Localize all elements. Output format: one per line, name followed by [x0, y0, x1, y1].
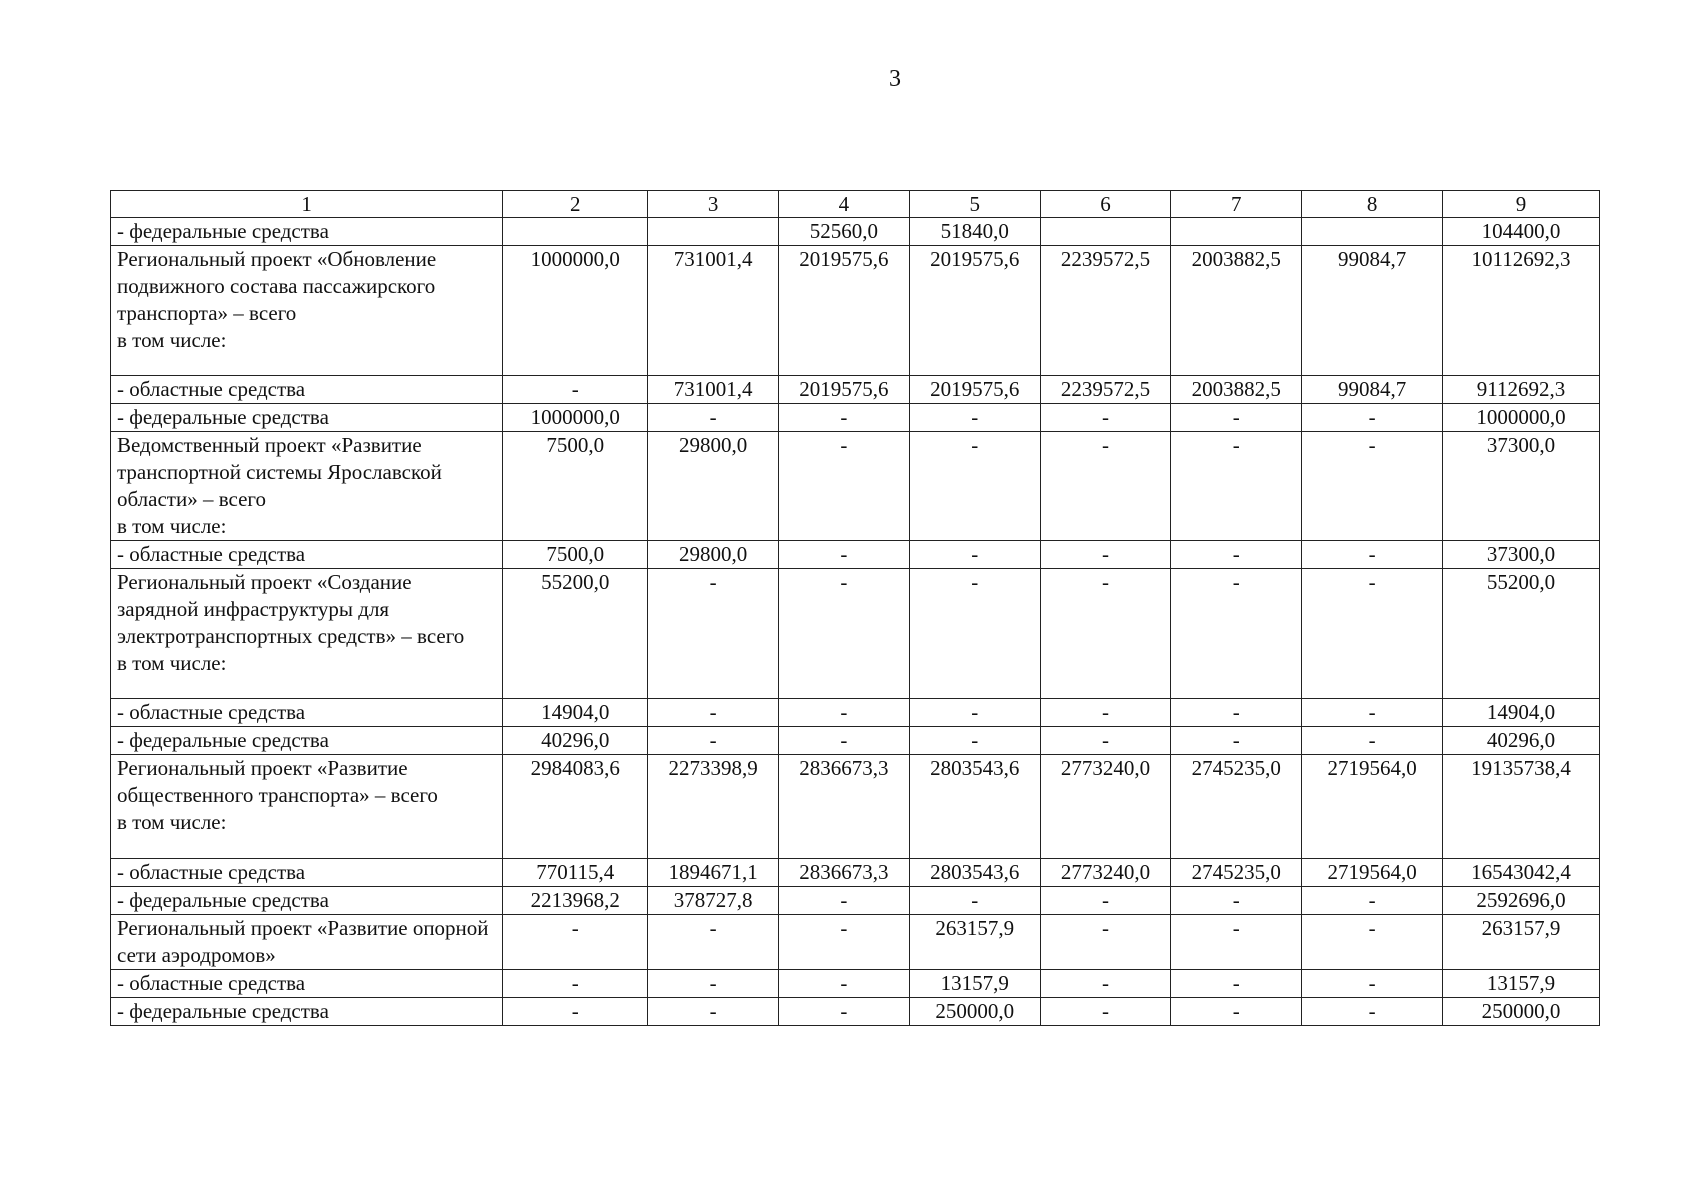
- value-cell: -: [1171, 998, 1302, 1026]
- value-cell: -: [909, 887, 1040, 915]
- value-cell: [1302, 218, 1443, 246]
- value-cell: 2745235,0: [1171, 755, 1302, 859]
- value-cell: -: [779, 432, 910, 541]
- value-cell: -: [779, 569, 910, 699]
- table-row: [111, 998, 1600, 1026]
- row-label: [111, 887, 503, 915]
- value-cell: 29800,0: [648, 541, 779, 569]
- row-label-text: Региональный проект «Развитие опорной сети аэродромов»: [117, 916, 489, 967]
- value-cell: 13157,9: [1442, 970, 1599, 998]
- value-cell: 731001,4: [648, 376, 779, 404]
- value-cell: -: [779, 915, 910, 970]
- row-label-text: - федеральные средства: [117, 999, 329, 1023]
- table-row: [111, 218, 1600, 246]
- value-cell: -: [648, 915, 779, 970]
- value-cell: -: [1040, 727, 1171, 755]
- value-cell: 37300,0: [1442, 432, 1599, 541]
- value-cell: 2239572,5: [1040, 376, 1171, 404]
- table-row: [111, 404, 1600, 432]
- value-cell: -: [1302, 970, 1443, 998]
- value-cell: 250000,0: [1442, 998, 1599, 1026]
- value-cell: 13157,9: [909, 970, 1040, 998]
- value-cell: 29800,0: [648, 432, 779, 541]
- row-label: [111, 998, 503, 1026]
- value-cell: 2019575,6: [909, 376, 1040, 404]
- value-cell: 55200,0: [503, 569, 648, 699]
- value-cell: 1000000,0: [1442, 404, 1599, 432]
- value-cell: 2003882,5: [1171, 376, 1302, 404]
- table-row: [111, 727, 1600, 755]
- value-cell: -: [1040, 915, 1171, 970]
- value-cell: -: [1302, 699, 1443, 727]
- value-cell: 2019575,6: [779, 246, 910, 376]
- value-cell: -: [779, 970, 910, 998]
- value-cell: 1894671,1: [648, 859, 779, 887]
- row-label-text: - федеральные средства: [117, 888, 329, 912]
- value-cell: 14904,0: [503, 699, 648, 727]
- value-cell: -: [909, 404, 1040, 432]
- row-label: [111, 727, 503, 755]
- value-cell: 99084,7: [1302, 246, 1443, 376]
- table-row: [111, 246, 1600, 376]
- value-cell: -: [1302, 569, 1443, 699]
- row-label-text: - областные средства: [117, 860, 306, 884]
- row-label-text: - федеральные средства: [117, 728, 329, 752]
- value-cell: 2745235,0: [1171, 859, 1302, 887]
- value-cell: -: [1302, 887, 1443, 915]
- table-row: [111, 569, 1600, 699]
- value-cell: -: [909, 541, 1040, 569]
- value-cell: -: [503, 998, 648, 1026]
- value-cell: -: [909, 569, 1040, 699]
- column-header: 4: [779, 191, 910, 218]
- value-cell: -: [1302, 915, 1443, 970]
- value-cell: -: [909, 432, 1040, 541]
- funding-table: [110, 190, 1600, 1026]
- value-cell: -: [779, 404, 910, 432]
- value-cell: 55200,0: [1442, 569, 1599, 699]
- row-label: [111, 376, 503, 404]
- value-cell: -: [1302, 541, 1443, 569]
- row-label: [111, 569, 503, 699]
- value-cell: -: [1040, 404, 1171, 432]
- row-label: [111, 246, 503, 376]
- value-cell: 2773240,0: [1040, 859, 1171, 887]
- row-label-text: - областные средства: [117, 542, 306, 566]
- value-cell: -: [1302, 727, 1443, 755]
- row-label-text: - федеральные средства: [117, 219, 329, 243]
- table-row: [111, 755, 1600, 859]
- value-cell: -: [779, 887, 910, 915]
- table-row: [111, 915, 1600, 970]
- row-label-text: Ведомственный проект «Развитие транспортной системы Ярославской области» – всего в том числе:: [117, 433, 442, 538]
- row-label-text: Региональный проект «Создание зарядной инфраструктуры для электротранспортных средств» – всего в том числе:: [117, 570, 465, 675]
- value-cell: 2836673,3: [779, 859, 910, 887]
- value-cell: 2213968,2: [503, 887, 648, 915]
- value-cell: 2719564,0: [1302, 755, 1443, 859]
- value-cell: 9112692,3: [1442, 376, 1599, 404]
- value-cell: -: [1040, 569, 1171, 699]
- table-row: [111, 432, 1600, 541]
- column-header: 3: [648, 191, 779, 218]
- value-cell: -: [779, 727, 910, 755]
- table-row: [111, 376, 1600, 404]
- value-cell: 2803543,6: [909, 859, 1040, 887]
- value-cell: -: [779, 541, 910, 569]
- value-cell: 19135738,4: [1442, 755, 1599, 859]
- value-cell: -: [648, 727, 779, 755]
- value-cell: 37300,0: [1442, 541, 1599, 569]
- value-cell: -: [503, 970, 648, 998]
- column-header: 6: [1040, 191, 1171, 218]
- row-label-text: - федеральные средства: [117, 405, 329, 429]
- column-header: 8: [1302, 191, 1443, 218]
- column-number-row: [111, 191, 1600, 218]
- table-row: [111, 859, 1600, 887]
- row-label-text: - областные средства: [117, 377, 306, 401]
- row-label: [111, 859, 503, 887]
- value-cell: -: [648, 404, 779, 432]
- value-cell: 378727,8: [648, 887, 779, 915]
- row-label: [111, 915, 503, 970]
- value-cell: -: [1302, 404, 1443, 432]
- page-number: 3: [889, 66, 901, 92]
- table-body: [111, 218, 1600, 1026]
- value-cell: 1000000,0: [503, 246, 648, 376]
- row-label: [111, 970, 503, 998]
- value-cell: -: [1040, 432, 1171, 541]
- row-label: [111, 699, 503, 727]
- row-label-text: Региональный проект «Обновление подвижного состава пассажирского транспорта» – всего в том числе:: [117, 247, 437, 352]
- row-label-text: Региональный проект «Развитие общественного транспорта» – всего в том числе:: [117, 756, 438, 834]
- value-cell: 52560,0: [779, 218, 910, 246]
- value-cell: 263157,9: [1442, 915, 1599, 970]
- row-label: [111, 432, 503, 541]
- row-label: [111, 541, 503, 569]
- row-label: [111, 755, 503, 859]
- value-cell: 2239572,5: [1040, 246, 1171, 376]
- value-cell: 2773240,0: [1040, 755, 1171, 859]
- value-cell: -: [503, 915, 648, 970]
- column-header: 5: [909, 191, 1040, 218]
- value-cell: [1040, 218, 1171, 246]
- value-cell: 2803543,6: [909, 755, 1040, 859]
- value-cell: -: [1302, 998, 1443, 1026]
- value-cell: -: [1171, 887, 1302, 915]
- table-row: [111, 541, 1600, 569]
- value-cell: [1171, 218, 1302, 246]
- value-cell: 14904,0: [1442, 699, 1599, 727]
- value-cell: -: [1171, 699, 1302, 727]
- value-cell: 7500,0: [503, 541, 648, 569]
- table-row: [111, 887, 1600, 915]
- row-label: [111, 218, 503, 246]
- value-cell: -: [1171, 569, 1302, 699]
- value-cell: 2836673,3: [779, 755, 910, 859]
- row-label-text: - областные средства: [117, 700, 306, 724]
- column-header: 9: [1442, 191, 1599, 218]
- column-header: 1: [111, 191, 503, 218]
- value-cell: 731001,4: [648, 246, 779, 376]
- value-cell: -: [1040, 699, 1171, 727]
- value-cell: -: [779, 699, 910, 727]
- value-cell: 2003882,5: [1171, 246, 1302, 376]
- value-cell: 2592696,0: [1442, 887, 1599, 915]
- value-cell: -: [1040, 998, 1171, 1026]
- column-header: 7: [1171, 191, 1302, 218]
- value-cell: -: [779, 998, 910, 1026]
- value-cell: 2273398,9: [648, 755, 779, 859]
- value-cell: -: [1171, 404, 1302, 432]
- value-cell: 51840,0: [909, 218, 1040, 246]
- value-cell: -: [648, 998, 779, 1026]
- value-cell: 16543042,4: [1442, 859, 1599, 887]
- value-cell: 770115,4: [503, 859, 648, 887]
- value-cell: -: [648, 699, 779, 727]
- value-cell: 99084,7: [1302, 376, 1443, 404]
- value-cell: 7500,0: [503, 432, 648, 541]
- value-cell: 40296,0: [503, 727, 648, 755]
- value-cell: -: [1171, 727, 1302, 755]
- value-cell: 2719564,0: [1302, 859, 1443, 887]
- value-cell: 2984083,6: [503, 755, 648, 859]
- value-cell: [648, 218, 779, 246]
- value-cell: [503, 218, 648, 246]
- value-cell: -: [1040, 887, 1171, 915]
- table-row: [111, 970, 1600, 998]
- row-label: [111, 404, 503, 432]
- table-row: [111, 699, 1600, 727]
- value-cell: -: [1040, 541, 1171, 569]
- value-cell: 10112692,3: [1442, 246, 1599, 376]
- value-cell: 40296,0: [1442, 727, 1599, 755]
- value-cell: 263157,9: [909, 915, 1040, 970]
- value-cell: -: [1171, 915, 1302, 970]
- value-cell: -: [648, 569, 779, 699]
- value-cell: 250000,0: [909, 998, 1040, 1026]
- value-cell: -: [909, 727, 1040, 755]
- row-label-text: - областные средства: [117, 971, 306, 995]
- value-cell: -: [1302, 432, 1443, 541]
- value-cell: -: [1171, 541, 1302, 569]
- column-header: 2: [503, 191, 648, 218]
- value-cell: -: [1040, 970, 1171, 998]
- value-cell: 2019575,6: [909, 246, 1040, 376]
- value-cell: 2019575,6: [779, 376, 910, 404]
- value-cell: -: [503, 376, 648, 404]
- value-cell: 104400,0: [1442, 218, 1599, 246]
- value-cell: -: [1171, 432, 1302, 541]
- value-cell: 1000000,0: [503, 404, 648, 432]
- value-cell: -: [648, 970, 779, 998]
- value-cell: -: [1171, 970, 1302, 998]
- value-cell: -: [909, 699, 1040, 727]
